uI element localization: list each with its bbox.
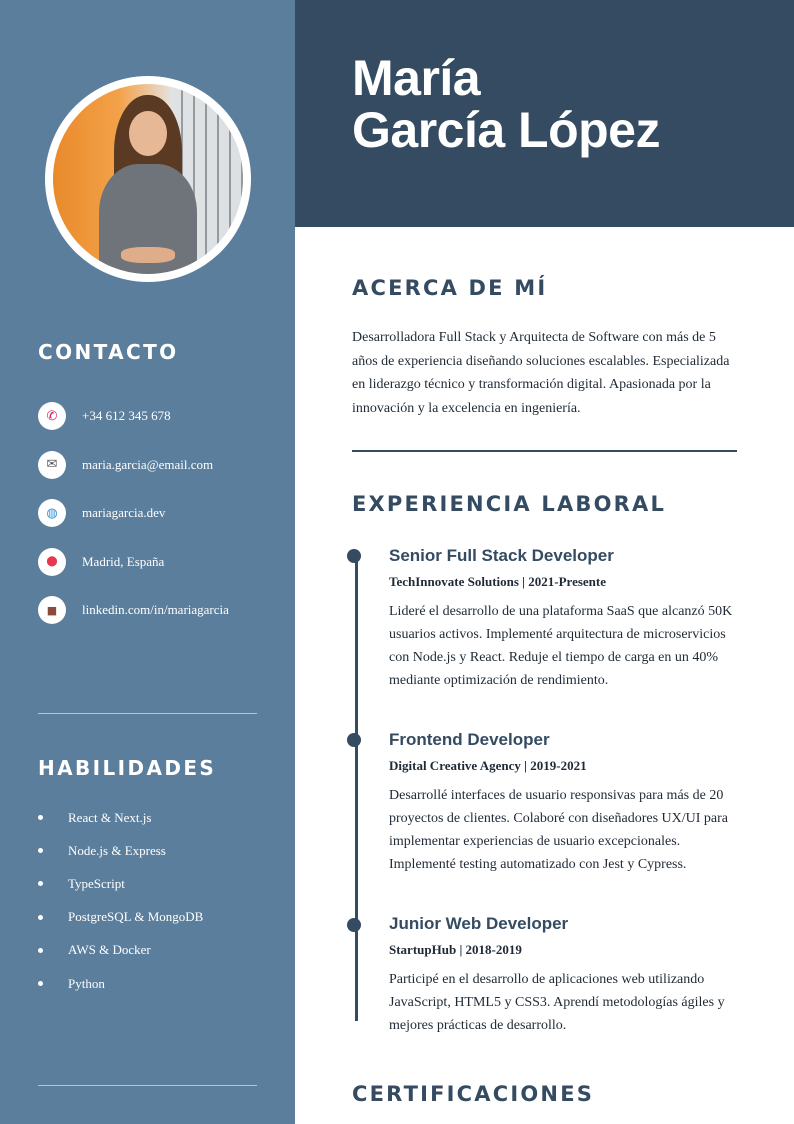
contact-list bbox=[38, 392, 229, 635]
contact-linkedin bbox=[38, 586, 229, 635]
contact-location bbox=[38, 538, 229, 587]
skill-label: TypeScript bbox=[68, 875, 125, 891]
sidebar-divider bbox=[38, 1085, 257, 1086]
skills-list bbox=[38, 801, 203, 1000]
contact-phone-text: +34 612 345 678 bbox=[82, 408, 171, 424]
sidebar bbox=[0, 0, 295, 1124]
sidebar-divider bbox=[38, 713, 257, 714]
skill-item bbox=[38, 934, 203, 967]
skill-label: Node.js & Express bbox=[68, 842, 166, 858]
contact-email bbox=[38, 441, 229, 490]
contact-website bbox=[38, 489, 229, 538]
skill-item bbox=[38, 867, 203, 900]
certifications-heading: CERTIFICACIONES bbox=[352, 1082, 595, 1106]
skills-heading: HABILIDADES bbox=[38, 756, 217, 780]
full-name bbox=[352, 52, 660, 156]
job-company: Digital Creative Agency | 2019-2021 bbox=[389, 758, 587, 773]
briefcase-icon: ■ bbox=[38, 596, 66, 624]
about-heading: ACERCA DE MÍ bbox=[352, 276, 548, 300]
skill-item bbox=[38, 901, 203, 934]
skill-item bbox=[38, 967, 203, 1000]
job-entry bbox=[389, 914, 749, 1037]
skill-label: AWS & Docker bbox=[68, 942, 151, 958]
last-name: García López bbox=[352, 102, 660, 158]
job-title: Junior Web Developer bbox=[389, 914, 569, 933]
experience-heading: EXPERIENCIA LABORAL bbox=[352, 492, 667, 516]
job-entry bbox=[389, 546, 749, 692]
timeline-dot bbox=[347, 733, 361, 747]
first-name: María bbox=[352, 50, 481, 106]
timeline-dot bbox=[347, 549, 361, 563]
about-text: Desarrolladora Full Stack y Arquitecta de Software con más de 5 años de experiencia diseñando soluciones escalables. Especializada en liderazgo técnico y transformación digital. Apasionada por la innovación y la excelencia en ingeniería. bbox=[352, 330, 730, 416]
contact-heading: CONTACTO bbox=[38, 340, 179, 364]
skill-label: Python bbox=[68, 975, 105, 991]
skill-label: React & Next.js bbox=[68, 809, 152, 825]
timeline-line bbox=[355, 556, 358, 1021]
job-company: TechInnovate Solutions | 2021-Presente bbox=[389, 574, 607, 589]
job-company: StartupHub | 2018-2019 bbox=[389, 942, 522, 957]
contact-phone bbox=[38, 392, 229, 441]
skill-label: PostgreSQL & MongoDB bbox=[68, 909, 204, 925]
contact-linkedin-text: linkedin.com/in/mariagarcia bbox=[82, 602, 229, 618]
job-description: Participé en el desarrollo de aplicaciones web utilizando JavaScript, HTML5 y CSS3. Aprendí metodologías ágiles y mejores prácticas de desarrollo. bbox=[389, 972, 725, 1033]
job-title: Senior Full Stack Developer bbox=[389, 546, 614, 565]
contact-website-text: mariagarcia.dev bbox=[82, 505, 166, 521]
contact-location-text: Madrid, España bbox=[82, 553, 165, 569]
skill-item bbox=[38, 801, 203, 834]
job-description: Lideré el desarrollo de una plataforma SaaS que alcanzó 50K usuarios activos. Implementé arquitectura de microservicios con Node.js y React. Reduje el tiempo de carga en un 40% mediante optimización de rendimiento. bbox=[389, 604, 733, 688]
timeline-dot bbox=[347, 918, 361, 932]
name-header bbox=[295, 0, 794, 227]
section-divider bbox=[352, 450, 737, 452]
job-title: Frontend Developer bbox=[389, 730, 550, 749]
profile-photo bbox=[53, 84, 243, 274]
job-description: Desarrollé interfaces de usuario responsivas para más de 20 proyectos de clientes. Colaboré con diseñadores UX/UI para implementar experiencias de usuario excepcionales. Implementé testing automatizado con Jest y Cypress. bbox=[389, 788, 728, 872]
phone-icon: ✆ bbox=[38, 402, 66, 430]
job-entry bbox=[389, 730, 749, 876]
contact-email-text: maria.garcia@email.com bbox=[82, 456, 214, 472]
profile-photo-frame bbox=[45, 76, 251, 282]
skill-item bbox=[38, 834, 203, 867]
mail-icon: ✉ bbox=[38, 451, 66, 479]
location-pin-icon: ⬤ bbox=[38, 548, 66, 576]
globe-icon: ◍ bbox=[38, 499, 66, 527]
